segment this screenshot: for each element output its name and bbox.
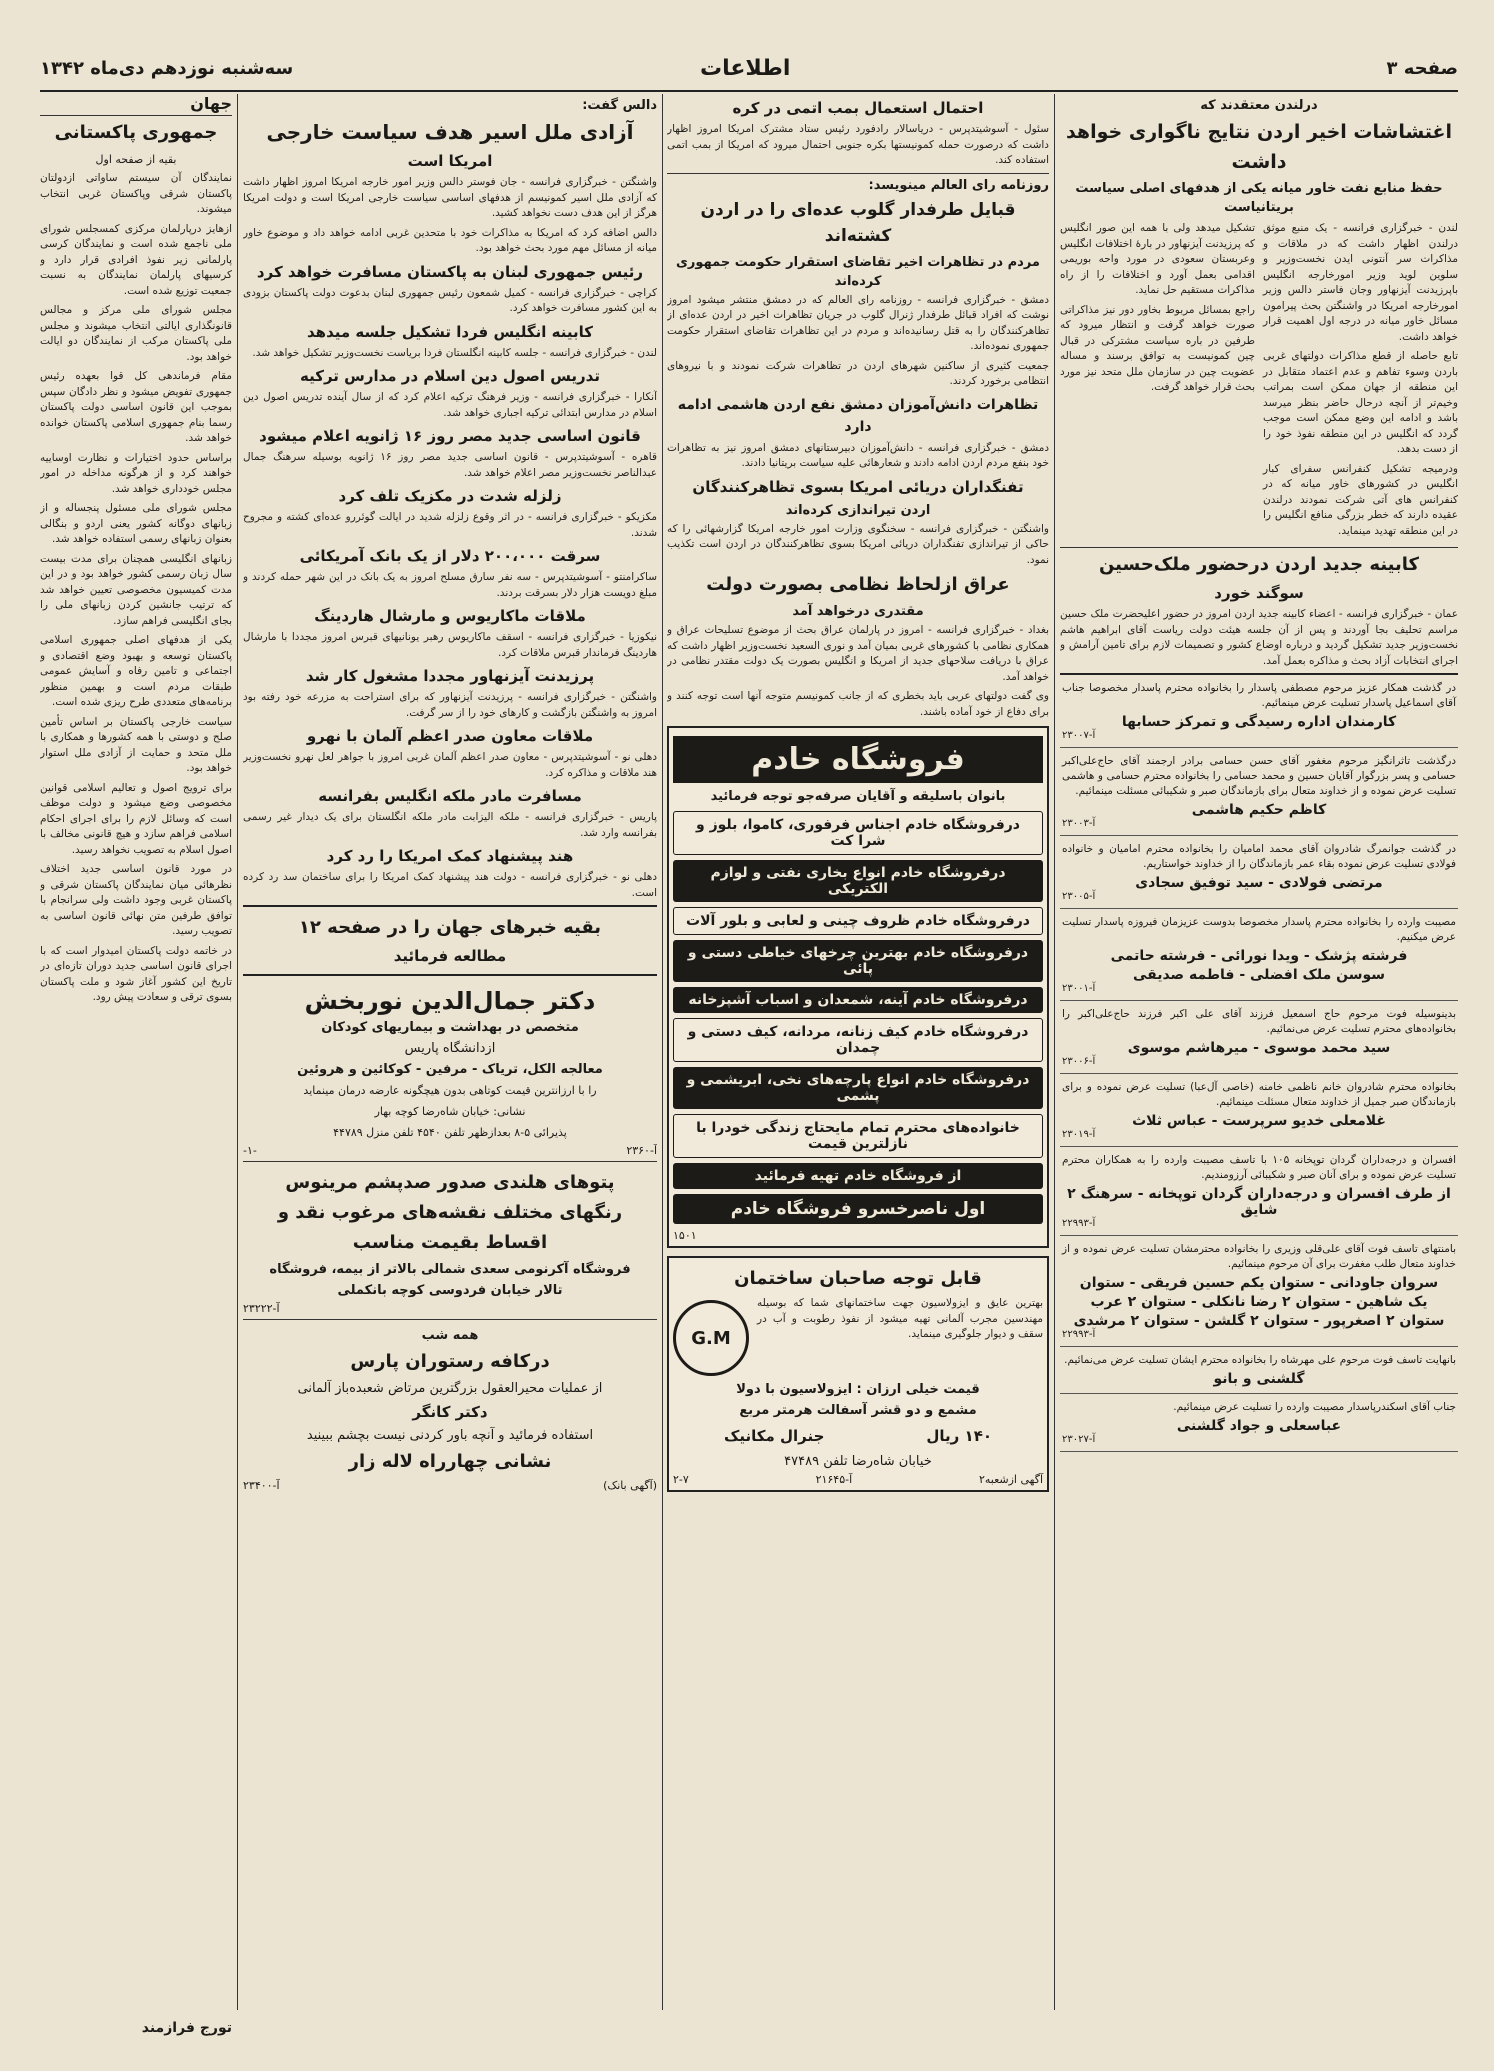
author-signature: تورج فرازمند <box>141 2020 232 2036</box>
headline: ملاقات معاون صدر اعظم آلمان با نهرو <box>306 727 594 745</box>
ad-price-row <box>673 1422 1043 1450</box>
article-paragraph: تشکیل میدهد ولی با همه این صور انگلیس که پرزیدنت آیزنهاور در بارهٔ اختلافات انگلیس وعربستان سعودی در مورد واحه بوریمی اقدامی بعمل آورد و اختلافات را از راه مذاکرات مستقیم حل نماید. <box>1060 222 1255 296</box>
article-paragraph: دمشق - خبرگزاری فرانسه - روزنامه رای العالم که در دمشق منتشر میشود امروز نوشت که افراد قبائل طرفدار ژنرال گلوب در جریان تظاهرات اخیر در اردن عده‌ای از تظاهرکنندگان را به قتل رسانیده‌اند و مردم در این تظاهرات تقاضای استقرار حکومت جمهوری نموده‌اند. <box>667 293 1049 352</box>
notice-text: بخانواده محترم شادروان خانم ناظمی خامنه (خاصی آل‌عبا) تسلیت عرض نموده و برای بازماندگان صبر جمیل از خداوند متعال مسئلت مینمائیم. <box>1062 1081 1456 1108</box>
kicker: دالس گفت: <box>582 98 657 113</box>
notice-signers: کارمندان اداره رسیدگی و تمرکز حسابها <box>1121 714 1397 730</box>
article-paragraph: لندن - خبرگزاری فرانسه - جلسه کابینه انگلستان فردا بریاست نخست‌وزیر تشکیل خواهد شد. <box>252 346 657 359</box>
article-paragraph: مکزیکو - خبرگزاری فرانسه - در اثر وقوع زلزله شدید در ایالت گوئررو عده‌ای کشته و مجروح شدند. <box>243 511 657 539</box>
ad-address: فروشگاه آکرنومی سعدی شمالی بالاتر از بیمه، فروشگاه <box>269 1262 631 1277</box>
article-paragraph: وی گفت دولتهای عربی باید بخطری که از جانب کمونیسم متوجه آنها است توجه کنند و برای دفاع از خود آماده باشند. <box>667 690 1049 718</box>
ad-amount: ۱۴۰ ریال <box>926 1427 993 1445</box>
notice-signers: سید محمد موسوی - میرهاشم موسوی <box>1127 1040 1391 1056</box>
ad-line: درفروشگاه خادم انواع پارچه‌های نخی، ابریشمی و پشمی <box>673 1067 1043 1109</box>
condolence-notice <box>1060 1347 1458 1394</box>
notice-text: افسران و درجه‌داران گردان توپخانه ۱۰۵ با تاسف مصیبت وارده را به همکاران محترم تسلیت عرض نموده و برای آنان صبر و شکیبائی آرزومندیم. <box>1062 1154 1456 1181</box>
notice-signers: ستوان ۲ اصغرپور - ستوان ۲ گلشن - ستوان ۲ مرشدی <box>1073 1313 1445 1329</box>
ad-code: آ-۲۱۶۴۵ <box>815 1473 853 1486</box>
cafe-advertisement <box>243 1320 657 1496</box>
headline: پرزیدنت آیزنهاور مجددا مشغول کار شد <box>305 667 595 685</box>
headline: ملاقات ماکاریوس و مارشال هاردینگ <box>314 607 586 625</box>
condolence-notice <box>1060 1074 1458 1147</box>
notice-text: بانهایت تاسف فوت مرحوم علی مهرشاه را بخانواده محترم ایشان تسلیت عرض می‌نمائیم. <box>1064 1354 1456 1366</box>
condolence-notice <box>1060 1147 1458 1236</box>
ad-code: آ-۲۳۲۲۲ <box>243 1302 280 1315</box>
ad-address: اول ناصرخسرو فروشگاه خادم <box>673 1194 1043 1224</box>
ad-code: -۱- <box>243 1144 257 1157</box>
headline: زلزله شدت در مکزیک تلف کرد <box>338 487 562 505</box>
condolence-notice <box>1060 909 1458 1001</box>
column-rule <box>237 94 238 2010</box>
kicker: روزنامه رای العالم مینویسد: <box>868 177 1049 193</box>
section-label: جهان <box>40 94 232 116</box>
article-paragraph: جمعیت کثیری از ساکنین شهرهای اردن در تظاهرات شرکت نمودند و با نیروهای انتظامی برخورد کردند. <box>667 359 1049 387</box>
notice-code: آ-۲۳۰۰۷ <box>1062 730 1096 741</box>
doctor-hours: پذیرائی ۵-۸ بعدازظهر تلفن ۴۵۴۰ تلفن منزل ۴۴۷۸۹ <box>333 1126 567 1139</box>
column-center-left <box>243 94 657 2010</box>
headline: آزادی ملل اسیر هدف سیاست خارجی <box>266 120 634 144</box>
article-paragraph: زبانهای انگلیسی همچنان برای مدت بیست سال زبان رسمی کشور خواهد بود و در این مدت کمیسیون مخصوصی تعیین خواهد شد که ترتیب جانشین کردن زبانهای ملی را بجای انگلیسی فراهم سازد. <box>40 552 232 627</box>
ad-line: درفروشگاه خادم ظروف چینی و لعابی و بلور آلات <box>673 907 1043 935</box>
notice-text: مصیبت وارده را بخانواده محترم پاسدار مخصوصا بدوست عزیزمان فیروزه پاسدار تسلیت عرض میکنیم. <box>1062 916 1456 943</box>
ad-price-detail: مشمع و دو قشر آسفالت هرمتر مربع <box>739 1403 977 1418</box>
ad-line: درفروشگاه خادم بهترین چرخهای خیاطی دستی و پائی <box>673 940 1043 982</box>
masthead <box>40 52 1458 92</box>
notice-text: جناب آقای اسکندرپاسدار مصیبت وارده را تسلیت عرض مینمائیم. <box>1173 1401 1456 1413</box>
column-center-right <box>667 94 1049 2010</box>
subheadline: حفظ منابع نفت خاور میانه یکی از هدفهای اصلی سیاست بریتانیاست <box>1075 181 1443 215</box>
ad-title: قابل توجه صاحبان ساختمان <box>734 1268 982 1289</box>
notice-signers: سروان جاودانی - ستوان یکم حسین فریقی - ستوان <box>1079 1275 1439 1291</box>
ad-address: خیابان شاه‌رضا تلفن ۴۷۴۸۹ <box>784 1454 932 1469</box>
headline: کابینه جدید اردن درحضور ملک‌حسین <box>1060 547 1458 578</box>
headline: رئیس جمهوری لبنان به پاکستان مسافرت خواهد کرد <box>256 262 644 281</box>
notice-code: آ-۲۳۰۰۵ <box>1062 891 1096 902</box>
ad-code: آ-۲۳۶۰ <box>626 1144 657 1157</box>
ad-price: قیمت خیلی ارزان : ایزولاسیون با دولا <box>736 1382 980 1397</box>
article-paragraph: دمشق - خبرگزاری فرانسه - دانش‌آموزان دبیرستانهای دمشق امروز نیز به تظاهرات خود بنفع مردم اردن ادامه دادند و شعارهائی علیه سیاست بریتانیا دادند. <box>667 441 1049 469</box>
notice-code: آ-۲۲۹۹۳ <box>1062 1218 1096 1229</box>
article-paragraph: بغداد - خبرگزاری فرانسه - امروز در پارلمان عراق بحث از موضوع تسلیحات عراق و همکاری نظامی با کشورهای غربی بمیان آمد و نوری السعید نخست‌وزیر اظهار داشت که عراق با دریافت سلاحهای جدید از امریکا و انگلیس بصورت یک دولت مقتدر نظامی در خواهد آمد. <box>667 624 1049 683</box>
ad-code: آ-۲۳۴۰۰ <box>243 1479 280 1492</box>
notice-signers: یک شاهین - ستوان ۲ رضا نانکلی - ستوان ۲ عرب <box>1090 1294 1428 1310</box>
ad-address: تالار خیابان فردوسی کوچه بانکملی <box>337 1283 563 1298</box>
issue-date: سه‌شنبه نوزدهم دی‌ماه ۱۳۴۲ <box>40 58 294 79</box>
article-columns <box>1060 221 1458 543</box>
condolence-notice <box>1060 1001 1458 1074</box>
article-paragraph: برای ترویج اصول و تعالیم اسلامی قوانین مخصوصی وضع میشود و دولت موظف است که وسائل لازم را برای اجرای احکام اسلامی فراهم سازد و هیچ قانونی مخالف با اصول اسلام به تصویب نخواهد رسید. <box>40 781 232 856</box>
headline: قانون اساسی جدید مصر روز ۱۶ ژانویه اعلام میشود <box>259 427 641 445</box>
article-paragraph: یکی از هدفهای اصلی جمهوری اسلامی پاکستان توسعه و بهبود وضع اقتصادی و اجتماعی و تامین رفاه و آسایش عمومی طبقات مردم است و بهمین منظور برنامه‌های متعددی طرح ریزی شده است. <box>40 634 232 708</box>
ad-line: خانواده‌های محترم تمام مایحتاج زندگی خودرا با نازلترین قیمت <box>673 1114 1043 1158</box>
notice-signers: غلامعلی خدیو سرپرست - عباس ثلاث <box>1132 1113 1386 1129</box>
article-paragraph: واشنگتن - خبرگزاری فرانسه - سخنگوی وزارت امور خارجه امریکا گزارشهائی را که حاکی از تیراندازی تفنگداران دریائی امریکا بسوی تظاهرکنندگان در اردن است تکذیب نمود. <box>667 522 1049 566</box>
ad-address: نشانی چهارراه لاله زار <box>348 1451 552 1472</box>
ad-code: آگهی ازشعبه۲ <box>978 1473 1043 1486</box>
doctor-advertisement <box>243 980 657 1162</box>
headline: تفنگداران دریائی امریکا بسوی تظاهرکنندگان <box>692 477 1024 496</box>
ad-line: درفروشگاه خادم اجناس فرفوری، کاموا، بلوز و شرا کت <box>673 811 1043 855</box>
headline: قبایل طرفدار گلوب عده‌ای را در اردن کشته‌اند <box>700 199 1016 246</box>
headline: هند پیشنهاد کمک امریکا را رد کرد <box>326 847 574 865</box>
ad-body: بهترین عایق و ایزولاسیون جهت ساختمانهای شما که بوسیله مهندسین مجرب آلمانی تهیه میشود از نفوذ رطوبت و آب در سقف و دیوار جلوگیری مینماید. <box>757 1297 1043 1340</box>
article-paragraph: مجلس شورای ملی مرکز و مجالس قانونگذاری ایالتی انتخاب میشوند و مجلس ملی پاکستان مرکب از نمایندگان دو ایالت خواهد بود. <box>40 304 232 363</box>
notice-signers: کاظم حکیم هاشمی <box>1191 802 1327 818</box>
article-paragraph: راجع بمسائل مربوط بخاور دور نیز مذاکراتی صورت خواهد گرفت و انتظار میرود که طرفین در باره سیاست مشترکی در قبال چین کمونیست به توافق برسند و مساله عضویت چین در سازمان ملل متحد نیز مورد بحث قرار خواهد گرفت. <box>1060 303 1255 393</box>
article-paragraph: عمان - خبرگزاری فرانسه - اعضاء کابینه جدید اردن امروز در حضور اعلیحضرت ملک حسین مراسم تحلیف بجا آوردند و پس از آن جلسه هیئت دولت ریاست آقای ابراهیم هاشم نخست‌وزیر جدید تشکیل گردید و درباره اوضاع کشور و تصمیمات لازم برای تامین آرامش و اجرای انتخابات آزاد بحث و مذاکره بعمل آمد. <box>1060 608 1458 667</box>
doctor-name: دکتر جمال‌الدین نوربخش <box>304 987 596 1015</box>
notice-text: در گذشت جوانمرگ شادروان آقای محمد امامیان را بخانواده محترم امامیان و خانواده فولادی تسلیت عرض نموده بقاء عمر بازماندگان را از خداوند خواستاریم. <box>1062 843 1456 870</box>
article-paragraph: نیکوزیا - خبرگزاری فرانسه - اسقف ماکاریوس رهبر یونانیهای قبرس امروز مجددا با مارشال هاردینگ فرماندار قبرس ملاقات کرد. <box>243 631 657 659</box>
ad-top: همه شب <box>421 1328 479 1343</box>
article-paragraph: ودرمیجه تشکیل کنفرانس سفرای کبار انگلیس در کشورهای خاور میانه که در کنفرانس های آتی شرکت نمودند درلندن عقیده دارند که خطر بزرگی منافع انگلیس را در این منطقه تهدید مینماید. <box>1263 462 1458 537</box>
article-paragraph: واشنگتن - خبرگزاری فرانسه - جان فوستر دالس وزیر امور خارجه امریکا امروز اظهار داشت که آزادی ملل اسیر کمونیسم از هدفهای اساسی سیاست خارجی امریکا است و دولت امریکا هرگز از این هدف دست نخواهد کشید. <box>243 176 657 219</box>
performer-name: دکتر کانگر <box>412 1403 488 1421</box>
article-paragraph: لندن - خبرگزاری فرانسه - یک منبع موثق درلندن اظهار داشت که در ملاقات و مذاکرات سر آنتونی ایدن نخست‌وزیر و سلوین لوید وزیر امورخارجه انگلیس باپرزیدنت آیزنهاور وجان فاستر دالس وزیر امورخارجه امریکا در واشنگتن بحث پیرامون مسائل خاور میانه در درجه اول اهمیت قرار خواهد داشت. <box>1263 222 1458 343</box>
condolence-notice <box>1060 675 1458 748</box>
continuation-note: بقیه از صفحه اول <box>95 153 177 166</box>
article-paragraph: براساس حدود اختیارات و نظارت اوساییه خواهند کرد و از هرگونه مداخله در امور مجلس خودداری خواهد شد. <box>40 451 232 495</box>
notice-text: بدینوسیله فوت مرحوم حاج اسمعیل فرزند آقای علی اکبر فرزند حاج‌علی‌اکبر را بخانواده‌های محترم تسلیت عرض می‌نمائیم. <box>1062 1008 1456 1035</box>
subheadline: مردم در تظاهرات اخیر تقاضای استقرار حکومت جمهوری کرده‌اند <box>676 254 1040 289</box>
ad-body: از عملیات محیرالعقول بزرگترین مرتاض شعبده‌باز آلمانی <box>297 1381 603 1396</box>
headline: تظاهرات دانش‌آموزان دمشق نفع اردن هاشمی ادامه دارد <box>677 396 1039 435</box>
column-right <box>1060 94 1458 2010</box>
ad-line: پتوهای هلندی صدور صدپشم مرینوس <box>285 1172 615 1193</box>
headline: مسافرت مادر ملکه انگلیس بفرانسه <box>318 787 582 805</box>
store-name: فروشگاه خادم <box>673 736 1043 783</box>
article-paragraph: پاریس - خبرگزاری فرانسه - ملکه الیزابت مادر ملکه انگلستان برای یک دیدار غیر رسمی بفرانسه وارد شد. <box>243 811 657 839</box>
headline: جمهوری پاکستانی <box>54 122 218 143</box>
subheadline: اردن تیراندازی کرده‌اند <box>785 502 931 518</box>
condolence-notice <box>1060 1236 1458 1347</box>
ad-line: درفروشگاه خادم انواع بخاری نفتی و لوازم الکتریکی <box>673 860 1043 902</box>
store-advertisement <box>667 726 1049 1248</box>
doctor-specialty: متخصص در بهداشت و بیماریهای کودکان <box>321 1020 579 1035</box>
article-paragraph: در مورد قانون اساسی جدید اختلاف نظرهائی میان نمایندگان پاکستان شرقی و پاکستان غربی وجود داشت ولی سرانجام با توافق طرفین متن نهائی قانون اساسی به تصویب رسید. <box>40 863 232 937</box>
article-paragraph: واشنگتن - خبرگزاری فرانسه - پرزیدنت آیزنهاور که برای استراحت به مزرعه خود رفته بود امروز به واشنگتن بازگشت و کارهای خود را از سر گرفت. <box>243 691 657 719</box>
ad-codes <box>243 1479 657 1492</box>
ad-line: رنگهای مختلف نقشه‌های مرغوب نقد و <box>277 1202 623 1223</box>
blanket-advertisement <box>243 1162 657 1320</box>
headline: اغتشاشات اخیر اردن نتایج ناگواری خواهد داشت <box>1065 121 1453 173</box>
ad-codes <box>673 1473 1043 1486</box>
ad-brand: جنرال مکانیک <box>724 1427 825 1445</box>
page-number: صفحه ۳ <box>1386 58 1458 79</box>
doctor-address: نشانی: خیابان شاه‌رضا کوچه بهار <box>374 1105 526 1118</box>
continuation-title: بقیه خبرهای جهان را در صفحه ۱۲ <box>298 917 602 938</box>
article-paragraph: مجلس شورای ملی مسئول پنجساله و از زبانهای دوگانه کشور یعنی اردو و بنگالی بعنوان زبانهای رسمی استفاده خواهد شد. <box>40 502 232 545</box>
headline: سرقت ۲۰۰،۰۰۰ دلار از یک بانک آمریکائی <box>299 547 601 565</box>
headline: تدریس اصول دین اسلام در مدارس ترکیه <box>300 367 600 385</box>
column-rule <box>1054 94 1055 2010</box>
article-paragraph: دالس اضافه کرد که امریکا به مذاکرات خود با متحدین غربی ادامه خواهد داد و موضوع خاور میانه از مسائل مهم مورد بحث خواهد بود. <box>243 226 657 254</box>
treatment-line: معالجه الکل، تریاک - مرفین - کوکائین و هروئین <box>297 1062 603 1077</box>
ad-codes <box>243 1144 657 1157</box>
ad-tagline: بانوان باسلیقه و آقایان صرفه‌جو توجه فرمائید <box>710 789 1006 804</box>
headline: احتمال استعمال بمب اتمی در کره <box>732 99 984 117</box>
notice-text: درگذشت تاثرانگیز مرحوم مغفور آقای حسن حسامی برادر ارجمند آقای حاج‌علی‌اکبر حسامی و پسر بزرگوار آقایان حسین و محمد حسامی را بخانواده محترم حسامی و هاشمی تسلیت عرض نموده و از خداوند متعال برای بازماندگان صبر و شکیبائی مسئلت مینمائیم. <box>1062 755 1456 797</box>
article-paragraph: سئول - آسوشیتدپرس - دریاسالار رادفورد رئیس ستاد مشترک امریکا امروز اظهار داشت که درصورت حمله کمونیستها بکره جنوبی احتمال میرود که امریکا از بمب اتمی استفاده کند. <box>667 123 1049 166</box>
article-paragraph: ساکرامنتو - آسوشیتدپرس - سه نفر سارق مسلح امروز به یک بانک در این شهر حمله کردند و مبلغ دویست هزار دلار بسرقت بردند. <box>243 571 657 599</box>
ad-line: درفروشگاه خادم کیف زنانه، مردانه، کیف دستی و چمدان <box>673 1018 1043 1062</box>
article-paragraph: آنکارا - خبرگزاری فرانسه - وزیر فرهنگ ترکیه اعلام کرد که از سال آینده تدریس اصول دین اسلام در مدارس ابتدائی ترکیه اجباری خواهد شد. <box>243 391 657 419</box>
notice-signers: عباسعلی و جواد گلشنی <box>1176 1418 1342 1434</box>
notices-section <box>1060 673 1458 1452</box>
continuation-box <box>243 905 657 976</box>
ad-code: ۱۵۰۱ <box>673 1229 697 1242</box>
ad-line: درفروشگاه خادم آینه، شمعدان و اسباب آشپزخانه <box>673 987 1043 1013</box>
paper-name: اطلاعات <box>700 56 791 81</box>
notice-text: بامنتهای تاسف فوت آقای علی‌قلی وزیری را بخانواده محترمشان تسلیت عرض نموده و از خداوند متعال طلب مغفرت برای آن مرحوم مینمائیم. <box>1062 1243 1456 1270</box>
headline: کابینه انگلیس فردا تشکیل جلسه میدهد <box>307 322 593 341</box>
article-paragraph: کراچی - خبرگزاری فرانسه - کمیل شمعون رئیس جمهوری لبنان بدعوت دولت پاکستان بزودی به این کشور مسافرت خواهد کرد. <box>243 286 657 314</box>
notice-code: آ-۲۳۰۲۷ <box>1062 1434 1096 1445</box>
notice-code: آ-۲۳۰۰۱ <box>1062 983 1096 994</box>
notice-code: آ-۲۳۰۰۳ <box>1062 818 1096 829</box>
notice-signers: فرشته پژشک - ویدا نورائی - فرشته حاتمی <box>1110 948 1408 964</box>
treatment-line: را با ارزانترین قیمت کوتاهی بدون هیچگونه عارضه درمان مینماید <box>303 1084 597 1097</box>
article-paragraph: ازهایز درپارلمان مرکزی کمسجلس شورای ملی ناجمع شده است و نمایندگان کرسی پارلمانی زیر نفوذ افرادی قرار دارد و کرسیهای پارلمان نمایندگان به نسبت جمعیت توزیع شده است. <box>40 222 232 297</box>
article-paragraph: تابع حاصله از قطع مذاکرات دولتهای غربی باردن وسوء تفاهم و عدم اعتماد متقابل در این منطقه از جهان ممکن است بمراتب وخیم‌تر از آنچه درحال حاضر بنظر میرسد باشد و ادامه این وضع ممکن است موجب گردد که انگلیس در این منطقه نفوذ خود را از دست بدهد. <box>1263 350 1458 455</box>
article-paragraph: در خاتمه دولت پاکستان امیدوار است که با اجرای قانون اساسی جدید دوران تازه‌ای در تاریخ این کشور آغاز شود و ملت پاکستان بسوی ترقی و سعادت پیش رود. <box>40 944 232 1003</box>
column-rule <box>662 94 663 2010</box>
subheadline: امریکا است <box>407 152 493 170</box>
ad-title: درکافه رستوران پارس <box>350 1351 550 1372</box>
article-paragraph: سیاست خارجی پاکستان بر اساس تأمین صلح و دوستی با همه کشورها و همکاری با ملل متحد و حمایت از آزادی ملل استوار خواهد بود. <box>40 715 232 774</box>
company-logo: G.M <box>673 1300 749 1376</box>
column-left <box>40 94 232 2010</box>
ad-body: استفاده فرمائید و آنچه باور کردنی نیست بچشم ببینید <box>306 1428 594 1443</box>
article-paragraph: قاهره - آسوشیتدپرس - قانون اساسی جدید مصر روز ۱۶ ژانویه بوسیله سرهنگ جمال عبدالناصر نخست‌وزیر مصر اعلام خواهد شد. <box>243 451 657 479</box>
continuation-subtitle: مطالعه فرمائید <box>393 947 507 965</box>
ad-line: از فروشگاه خادم تهیه فرمائید <box>673 1163 1043 1189</box>
notice-code: آ-۲۳۰۰۶ <box>1062 1056 1096 1067</box>
notice-text: در گذشت همکار عزیز مرحوم مصطفی پاسدار را بخانواده محترم پاسدار مخصوصا جناب آقای اسماعیل پاسدار تسلیت عرض مینمائیم. <box>1062 682 1456 709</box>
article-paragraph: دهلی نو - خبرگزاری فرانسه - دولت هند پیشنهاد کمک امریکا را برای ساختمان سد رد کرده است. <box>243 871 657 899</box>
article-paragraph: نمایندگان آن سیستم ساواتی ازدولتان پاکستان شرقی وپاکستان غربی انتخاب میشوند. <box>40 172 232 215</box>
notice-code: آ-۲۳۰۱۹ <box>1062 1129 1096 1140</box>
ad-code: (آگهی بانک) <box>603 1479 657 1492</box>
notice-signers: سوسن ملک افضلی - فاطمه صدیقی <box>1132 967 1386 983</box>
ad-code: ۲-۷ <box>673 1473 689 1486</box>
article-paragraph: مقام فرماندهی کل قوا بعهده رئیس جمهوری تفویض میشود و نظر دادگان سپس بموجب این قانون اساسی دولت پاکستان رسما بنام جمهوری اسلامی پاکستان خوانده خواهد شد. <box>40 370 232 444</box>
ad-line: اقساط بقیمت مناسب <box>352 1232 548 1253</box>
condolence-notice <box>1060 748 1458 836</box>
building-advertisement <box>667 1256 1049 1492</box>
article-paragraph: دهلی نو - آسوشیتدپرس - معاون صدر اعظم آلمان غربی امروز با جواهر لعل نهرو نخست‌وزیر هند ملاقات و مذاکره کرد. <box>243 751 657 779</box>
condolence-notice <box>1060 836 1458 909</box>
notice-signers: از طرف افسران و درجه‌داران گردان توپخانه - سرهنگ ۲ شایق <box>1067 1186 1451 1218</box>
doctor-university: ازدانشگاه پاریس <box>404 1041 496 1056</box>
condolence-notice <box>1060 1394 1458 1452</box>
notice-signers: مرتضی فولادی - سید توفیق سجادی <box>1135 875 1383 891</box>
subheadline: سوگند خورد <box>1214 584 1304 602</box>
notice-code: آ-۲۲۹۹۳ <box>1062 1329 1096 1340</box>
headline: عراق ازلحاظ نظامی بصورت دولت <box>706 574 1010 595</box>
kicker: درلندن معتقدند که <box>1200 98 1318 113</box>
notice-signers: گلشنی و بانو <box>1213 1371 1305 1387</box>
subheadline: مقتدری درخواهد آمد <box>792 604 924 619</box>
